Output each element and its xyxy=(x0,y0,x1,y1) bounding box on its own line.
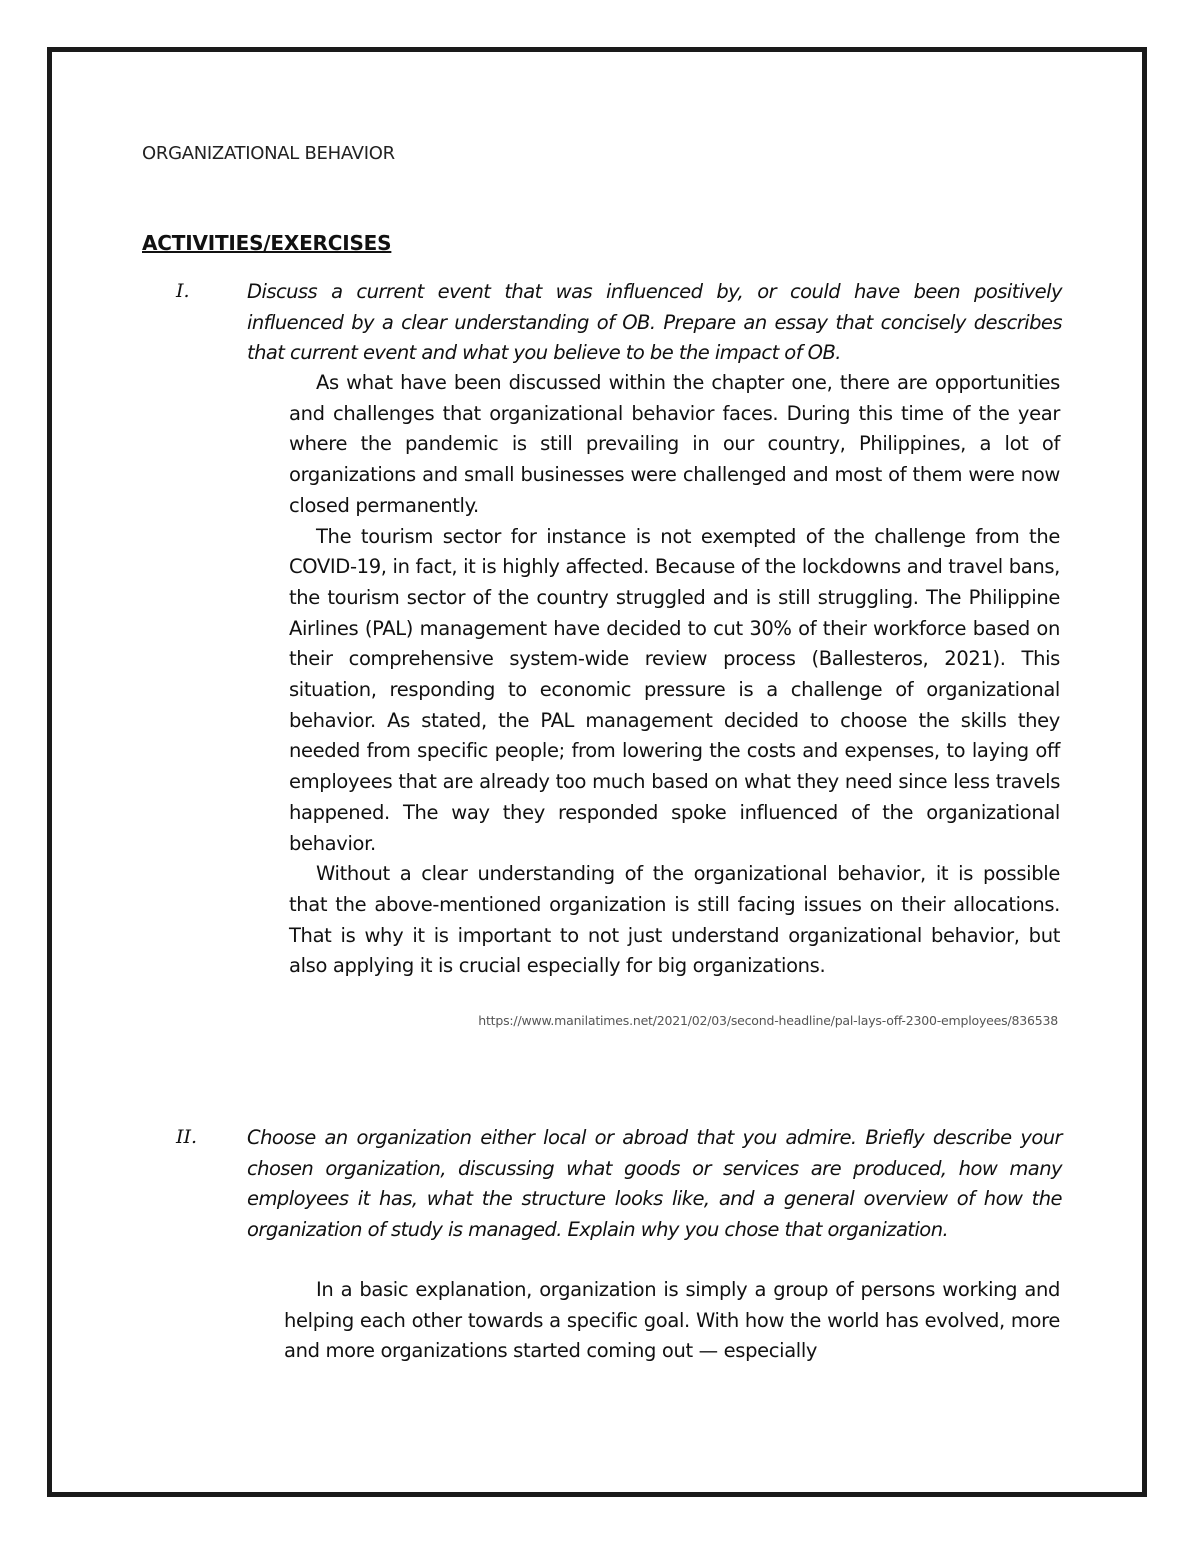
question-2-number: II. xyxy=(176,1126,198,1148)
answer-1-paragraph: As what have been discussed within the chapter one, there are opportunities and challenges that organizational behavior faces. During this time of the year where the pandemic is still prevailing in our country, Philippines, a lot of organizations and small businesses were challenged and most of them were now closed permanently. xyxy=(289,371,1060,517)
question-1-number: I. xyxy=(176,280,190,302)
question-1-prompt: Discuss a current event that was influenced by, or could have been positively influenced by a clear understanding of OB. Prepare an essay that concisely describes that current event and what you believe to be the impact of OB. xyxy=(247,280,1062,364)
question-1-answer xyxy=(289,368,1060,982)
answer-2-paragraph: In a basic explanation, organization is simply a group of persons working and helping each other towards a specific goal. With how the world has evolved, more and more organizations started coming out — especially xyxy=(284,1278,1060,1363)
question-2-prompt: Choose an organization either local or abroad that you admire. Briefly describe your chosen organization, discussing what goods or services are produced, how many employees it has, what the structure looks like, and a general overview of how the organization of study is managed. Explain why you chose that organization. xyxy=(247,1126,1062,1241)
section-title: ACTIVITIES/EXERCISES xyxy=(142,231,392,255)
answer-1-paragraph: Without a clear understanding of the organizational behavior, it is possible that the above-mentioned organization is still facing issues on their allocations. That is why it is important to not just understand organizational behavior, but also applying it is crucial especially for big organizations. xyxy=(289,862,1060,978)
question-2-answer xyxy=(284,1275,1060,1367)
reference-link: https://www.manilatimes.net/2021/02/03/second-headline/pal-lays-off-2300-employees/836538 xyxy=(478,1013,1058,1028)
answer-1-paragraph: The tourism sector for instance is not exempted of the challenge from the COVID-19, in fact, it is highly affected. Because of the lockdowns and travel bans, the tourism sector of the country struggled and is still struggling. The Philippine Airlines (PAL) management have decided to cut 30% of their workforce based on their comprehensive system-wide review process (Ballesteros, 2021). This situation, responding to economic pressure is a challenge of organizational behavior. As stated, the PAL management decided to choose the skills they needed from specific people; from lowering the costs and expenses, to laying off employees that are already too much based on what they need since less travels happened. The way they responded spoke influenced of the organizational behavior. xyxy=(289,524,1060,855)
document-header: ORGANIZATIONAL BEHAVIOR xyxy=(142,143,395,164)
